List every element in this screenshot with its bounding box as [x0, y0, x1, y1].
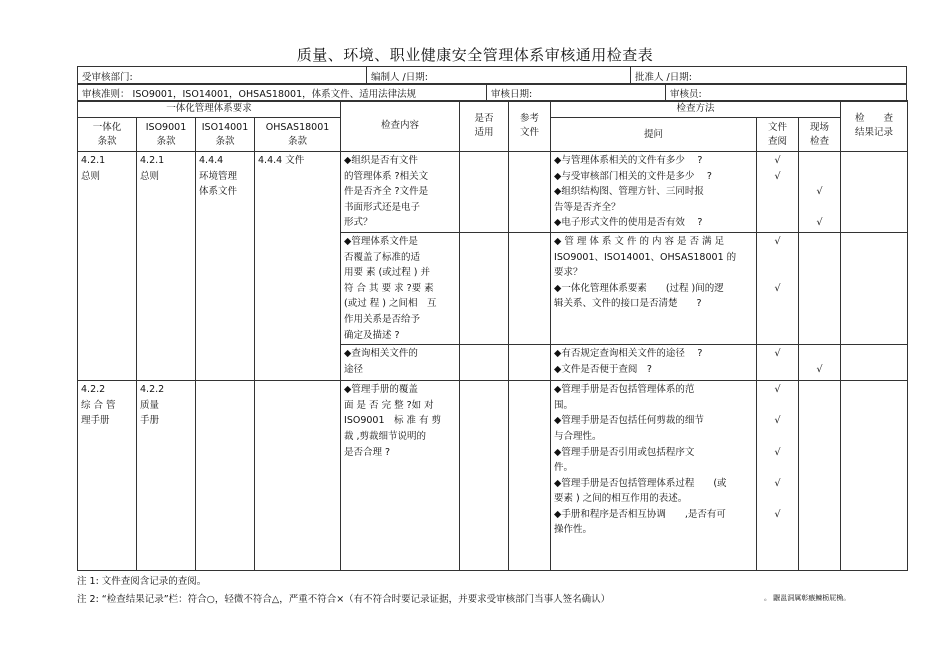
ohsas-header: OHSAS18001 条款: [255, 118, 341, 152]
question-cell: ◆管理手册是否包括管理体系的范 围。 ◆管理手册是否包括任何剪裁的细节 与合理性。 ◆管理手册是否引用或包括程序文 件。 ◆管理手册是否包括管理体系过程 (或 要素 ) 之间的相互作用的表述。 ◆手册和程序是否相互协调 ,是否有可 操作性。: [551, 381, 757, 571]
question-cell: ◆有否规定查询相关文件的途径 ? ◆文件是否便于查阅 ?: [551, 345, 757, 381]
content-cell: ◆组织是否有文件 的管理体系 ?相关文 件是否齐全 ?文件是 书面形式还是电子 形式？: [341, 152, 460, 233]
content-header: 检查内容: [341, 101, 460, 152]
approver-field: 批准人 /日期:: [631, 67, 907, 85]
result-cell: [841, 232, 908, 344]
site-check-cell: [799, 232, 841, 344]
integrated-clause-cell: 4.2.2 综 合 管 理手册: [78, 381, 137, 571]
site-check-header: 现场 检查: [799, 118, 841, 152]
site-check-cell: [799, 381, 841, 571]
result-cell: [841, 152, 908, 233]
iso14001-cell: 4.4.4 环境管理 体系文件: [196, 152, 255, 381]
checklist-table: [77, 100, 908, 571]
doc-review-cell: √ √: [757, 152, 799, 233]
applicable-cell: [460, 345, 509, 381]
criteria-field: 审核准则： ISO9001，ISO14001，OHSAS18001，体系文件、适用法律法规: [78, 84, 487, 102]
content-cell: ◆管理体系文件是 否覆盖了标准的适 用要 素 (或过程 ) 并 符 合 其 要 求 ?要 素 (或过 程 ) 之间相 互 作用关系是否给予 确定及描述 ?: [341, 232, 460, 344]
content-cell: ◆管理手册的覆盖 面 是 否 完 整 ?如 对 ISO9001 标 准 有 剪 裁 ,剪裁细节说明的 是否合理 ?: [341, 381, 460, 571]
content-cell: ◆查询相关文件的 途径: [341, 345, 460, 381]
doc-review-header: 文件 查阅: [757, 118, 799, 152]
dept-field: 受审核部门:: [78, 67, 367, 85]
result-cell: [841, 381, 908, 571]
question-cell: ◆与管理体系相关的文件有多少 ? ◆与受审核部门相关的文件是多少 ? ◆组织结构图、管理方针、三同时报 告等是否齐全？ ◆电子形式文件的使用是否有效 ?: [551, 152, 757, 233]
doc-review-cell: √ √: [757, 232, 799, 344]
result-cell: [841, 345, 908, 381]
reference-header: 参考 文件: [509, 101, 551, 152]
integrated-clause-header: 一体化 条款: [78, 118, 137, 152]
iso14001-header: ISO14001 条款: [196, 118, 255, 152]
reference-cell: [509, 381, 551, 571]
iso9001-cell: 4.2.2 质量 手册: [137, 381, 196, 571]
iso9001-cell: 4.2.1 总则: [137, 152, 196, 381]
site-check-cell: √ √: [799, 152, 841, 233]
applicable-header: 是否 适用: [460, 101, 509, 152]
method-group-header: 检查方法: [551, 101, 841, 118]
note-1: 注 1: 文件查阅含记录的查阅。: [77, 576, 207, 587]
audit-date-field: 审核日期:: [487, 84, 666, 102]
reference-cell: [509, 232, 551, 344]
garbled-mark: 。 鼴邕洞属彰瘯鰊栃屁桷。: [764, 594, 851, 602]
doc-review-cell: √: [757, 345, 799, 381]
site-check-cell: √: [799, 345, 841, 381]
page-title: 质量、环境、职业健康安全管理体系审核通用检查表: [296, 46, 654, 64]
iso9001-header: ISO9001 条款: [137, 118, 196, 152]
table-row: [78, 152, 908, 233]
doc-review-cell: √ √ √ √ √: [757, 381, 799, 571]
table-row: [78, 381, 908, 571]
note-2: 注 2: “检查结果记录”栏：符合○，轻微不符合△，严重不符合×（有不符合时要记录证据，并要求受审核部门当事人签名确认）: [77, 594, 611, 605]
reference-cell: [509, 345, 551, 381]
applicable-cell: [460, 152, 509, 233]
ohsas-cell: 4.4.4 文件: [255, 152, 341, 381]
auditor-field: 审核员:: [666, 84, 907, 102]
result-header: 检 查 结果记录: [841, 101, 908, 152]
question-header: 提问: [551, 118, 757, 152]
integrated-clause-cell: 4.2.1 总则: [78, 152, 137, 381]
applicable-cell: [460, 381, 509, 571]
ohsas-cell: [255, 381, 341, 571]
reference-cell: [509, 152, 551, 233]
question-cell: ◆ 管 理 体 系 文 件 的 内 容 是 否 满 足 ISO9001、ISO14001、OHSAS18001 的 要求？ ◆一体化管理体系要素 (过程 )间的逻 辑关系、文件的接口是否清楚 ?: [551, 232, 757, 344]
editor-field: 编制人 /日期:: [367, 67, 631, 85]
applicable-cell: [460, 232, 509, 344]
iso14001-cell: [196, 381, 255, 571]
req-group-header: 一体化管理体系要求: [78, 101, 341, 118]
